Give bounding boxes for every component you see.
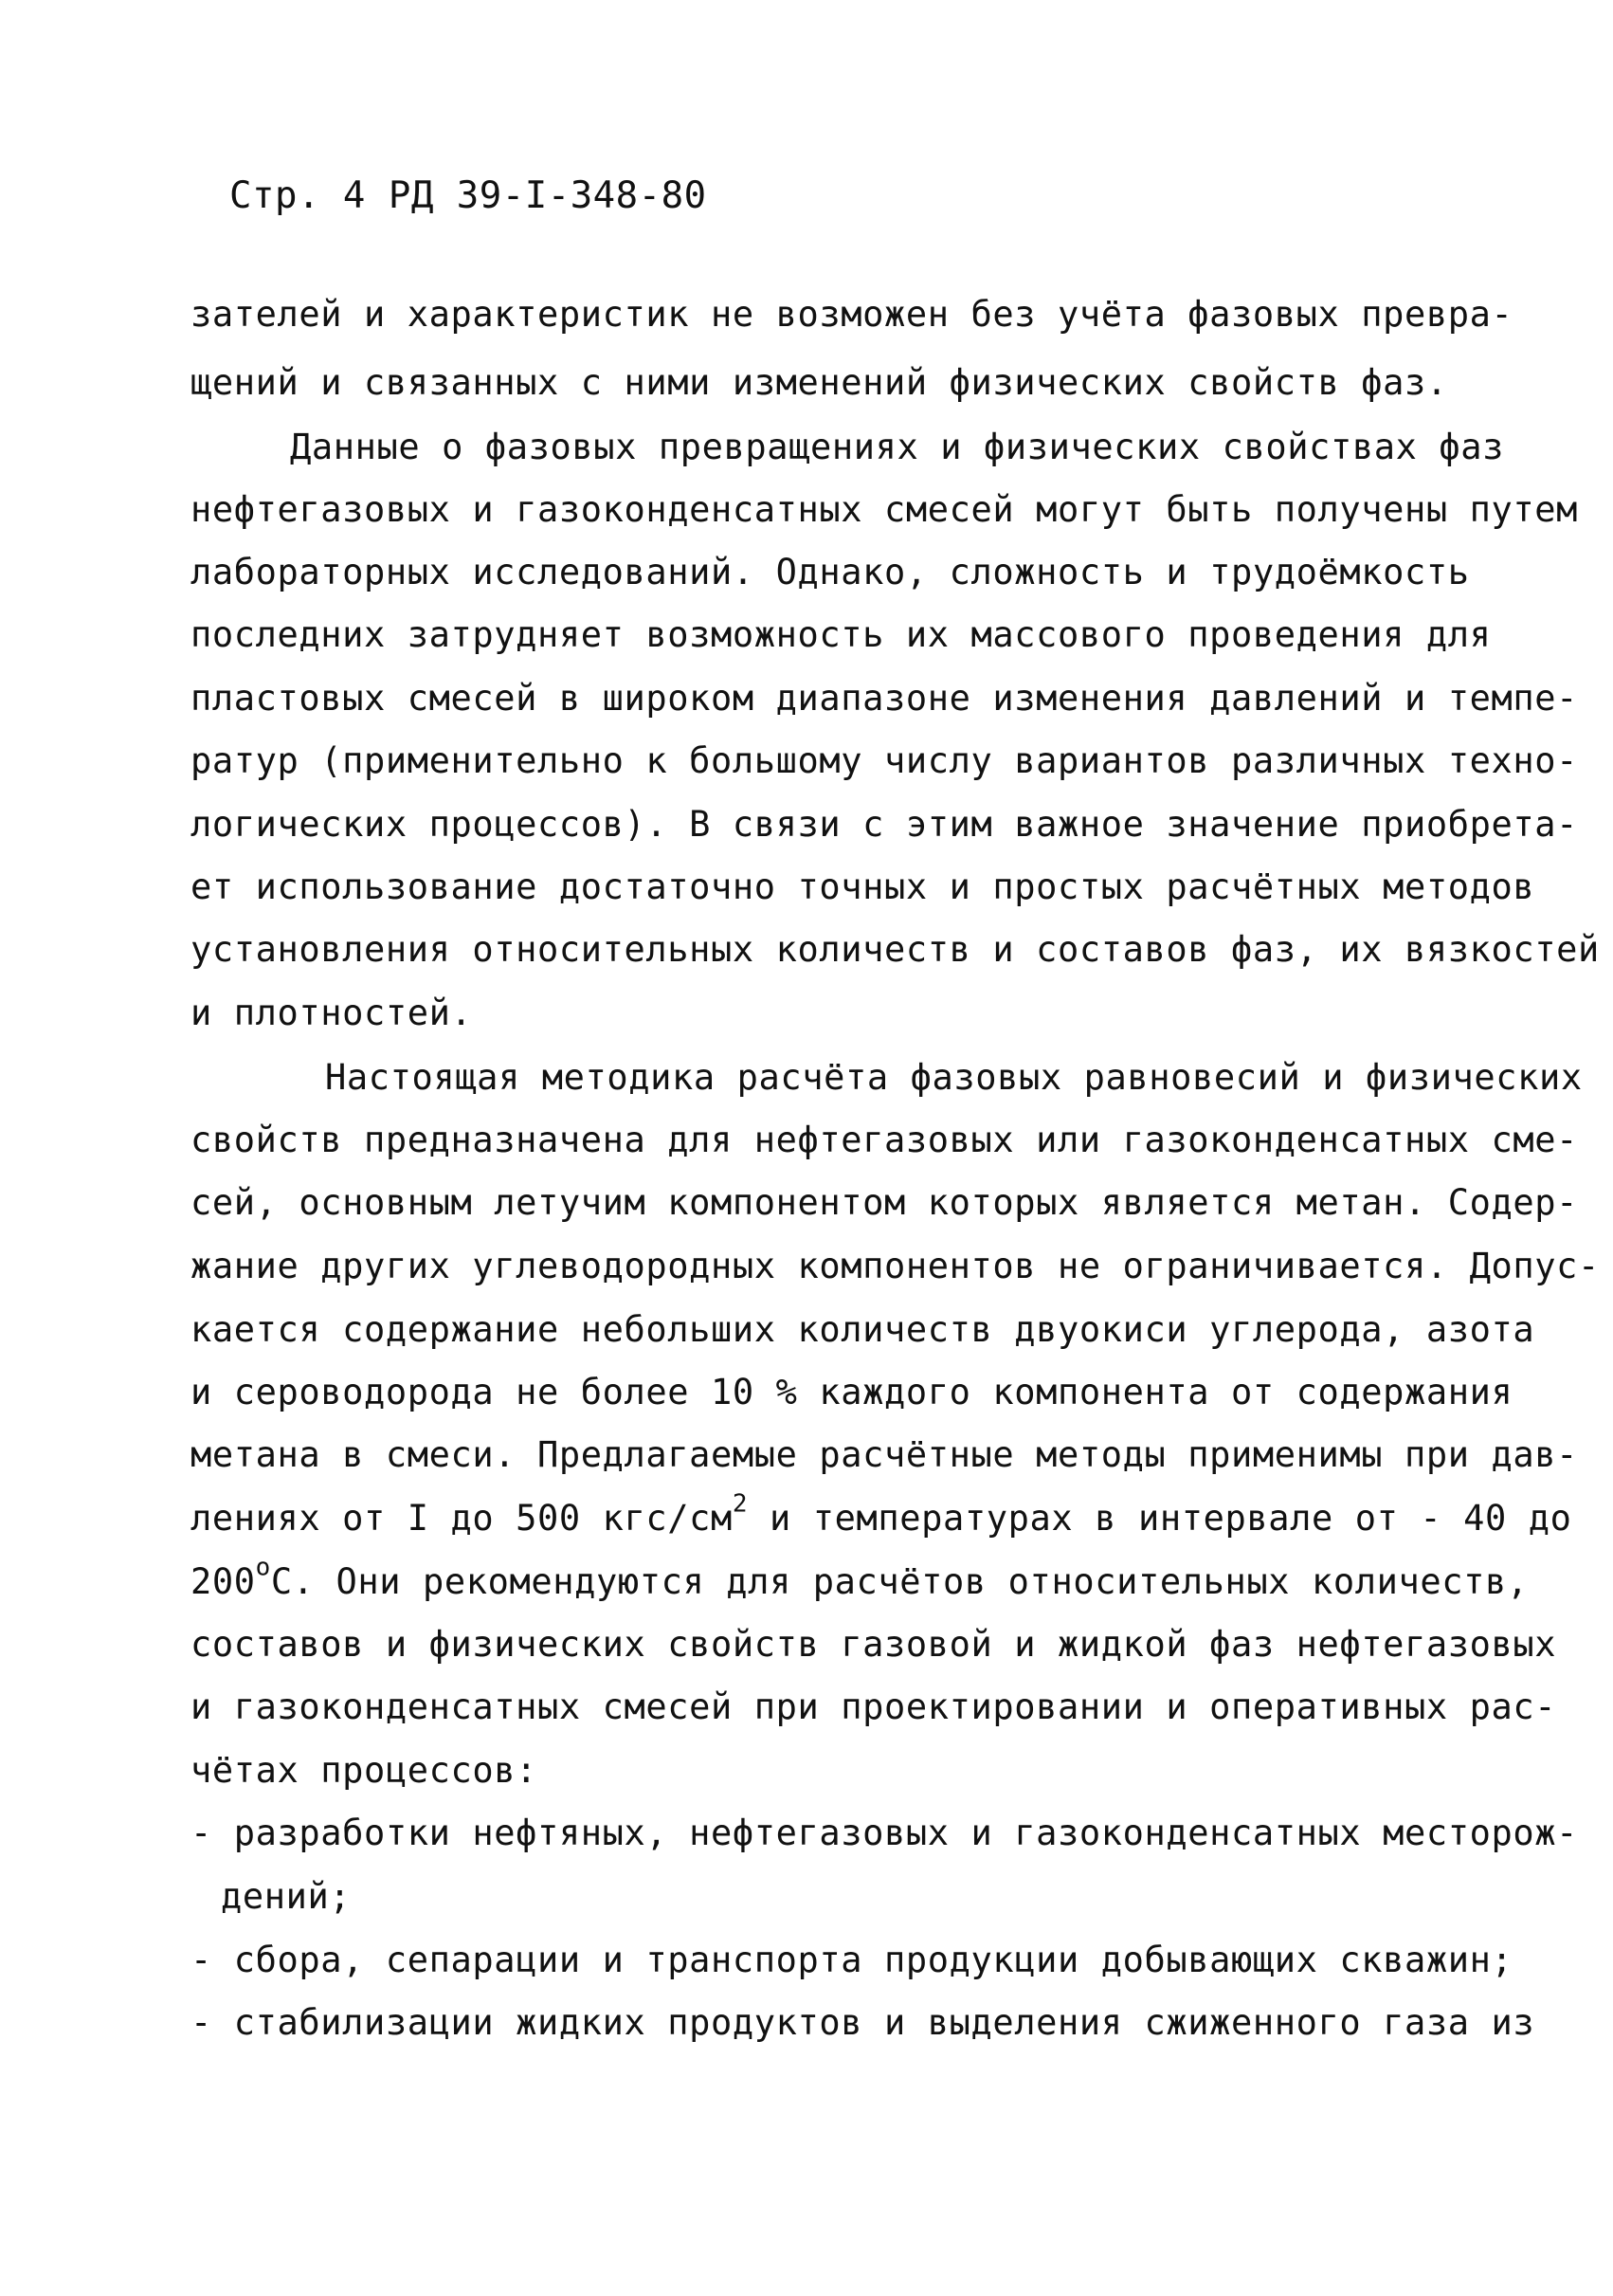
superscript-power: 2 (732, 1489, 749, 1519)
text-line: метана в смеси. Предлагаемые расчётные методы применимы при дав- (190, 1434, 1579, 1475)
list-item-continuation: дений; (221, 1876, 352, 1917)
text-line: Данные о фазовых превращениях и физических свойствах фаз (290, 427, 1505, 467)
text-line: ратур (применительно к большому числу вариантов различных техно- (190, 740, 1579, 781)
text-line: свойств предназначена для нефтегазовых или газоконденсатных сме- (190, 1120, 1579, 1160)
text-line: Настоящая методика расчёта фазовых равновесий и физических (325, 1057, 1583, 1098)
text-line: логических процессов). В связи с этим важное значение приобрета- (190, 804, 1579, 845)
text-line: сей, основным летучим компонентом которых является метан. Содер- (190, 1182, 1579, 1223)
text-line: кается содержание небольших количеств двуокиси углерода, азота (190, 1309, 1535, 1350)
superscript-degree: о (255, 1553, 271, 1582)
text-line-temperature (190, 1553, 1529, 1602)
text-line: и сероводорода не более 10 % каждого компонента от содержания (190, 1372, 1513, 1412)
text-span: 200 (190, 1561, 256, 1602)
text-line: последних затрудняет возможность их массового проведения для (190, 614, 1492, 655)
list-item: - разработки нефтяных, нефтегазовых и газоконденсатных месторож- (190, 1813, 1579, 1853)
text-line: и газоконденсатных смесей при проектировании и оперативных рас- (190, 1686, 1557, 1727)
list-item: - стабилизации жидких продуктов и выделения сжиженного газа из (190, 2002, 1535, 2043)
list-item: - сбора, сепарации и транспорта продукции добывающих скважин; (190, 1940, 1513, 1980)
text-span: и температурах в интервале от - 40 до (748, 1498, 1572, 1539)
text-line: ет использование достаточно точных и простых расчётных методов (190, 866, 1535, 907)
text-line: составов и физических свойств газовой и жидкой фаз нефтегазовых (190, 1624, 1557, 1665)
text-line: жание других углеводородных компонентов не ограничивается. Допус- (190, 1246, 1600, 1286)
page-header: Стр. 4 РД 39-I-348-80 (229, 174, 707, 217)
text-line: зателей и характеристик не возможен без учёта фазовых превра- (190, 294, 1513, 335)
text-line: пластовых смесей в широком диапазоне изменения давлений и темпе- (190, 678, 1579, 719)
text-line: и плотностей. (190, 993, 473, 1033)
text-line-pressure (190, 1489, 1572, 1539)
text-line: установления относительных количеств и составов фаз, их вязкостей (190, 929, 1600, 970)
text-line: чётах процессов: (190, 1750, 538, 1791)
text-line: нефтегазовых и газоконденсатных смесей могут быть получены путем (190, 489, 1579, 530)
text-line: лабораторных исследований. Однако, сложность и трудоёмкость (190, 552, 1470, 592)
text-line: щений и связанных с ними изменений физических свойств фаз. (190, 362, 1448, 403)
text-span: С. Они рекомендуются для расчётов относительных количеств, (270, 1561, 1529, 1602)
text-span: лениях от I до 500 кгс/см (190, 1498, 733, 1539)
